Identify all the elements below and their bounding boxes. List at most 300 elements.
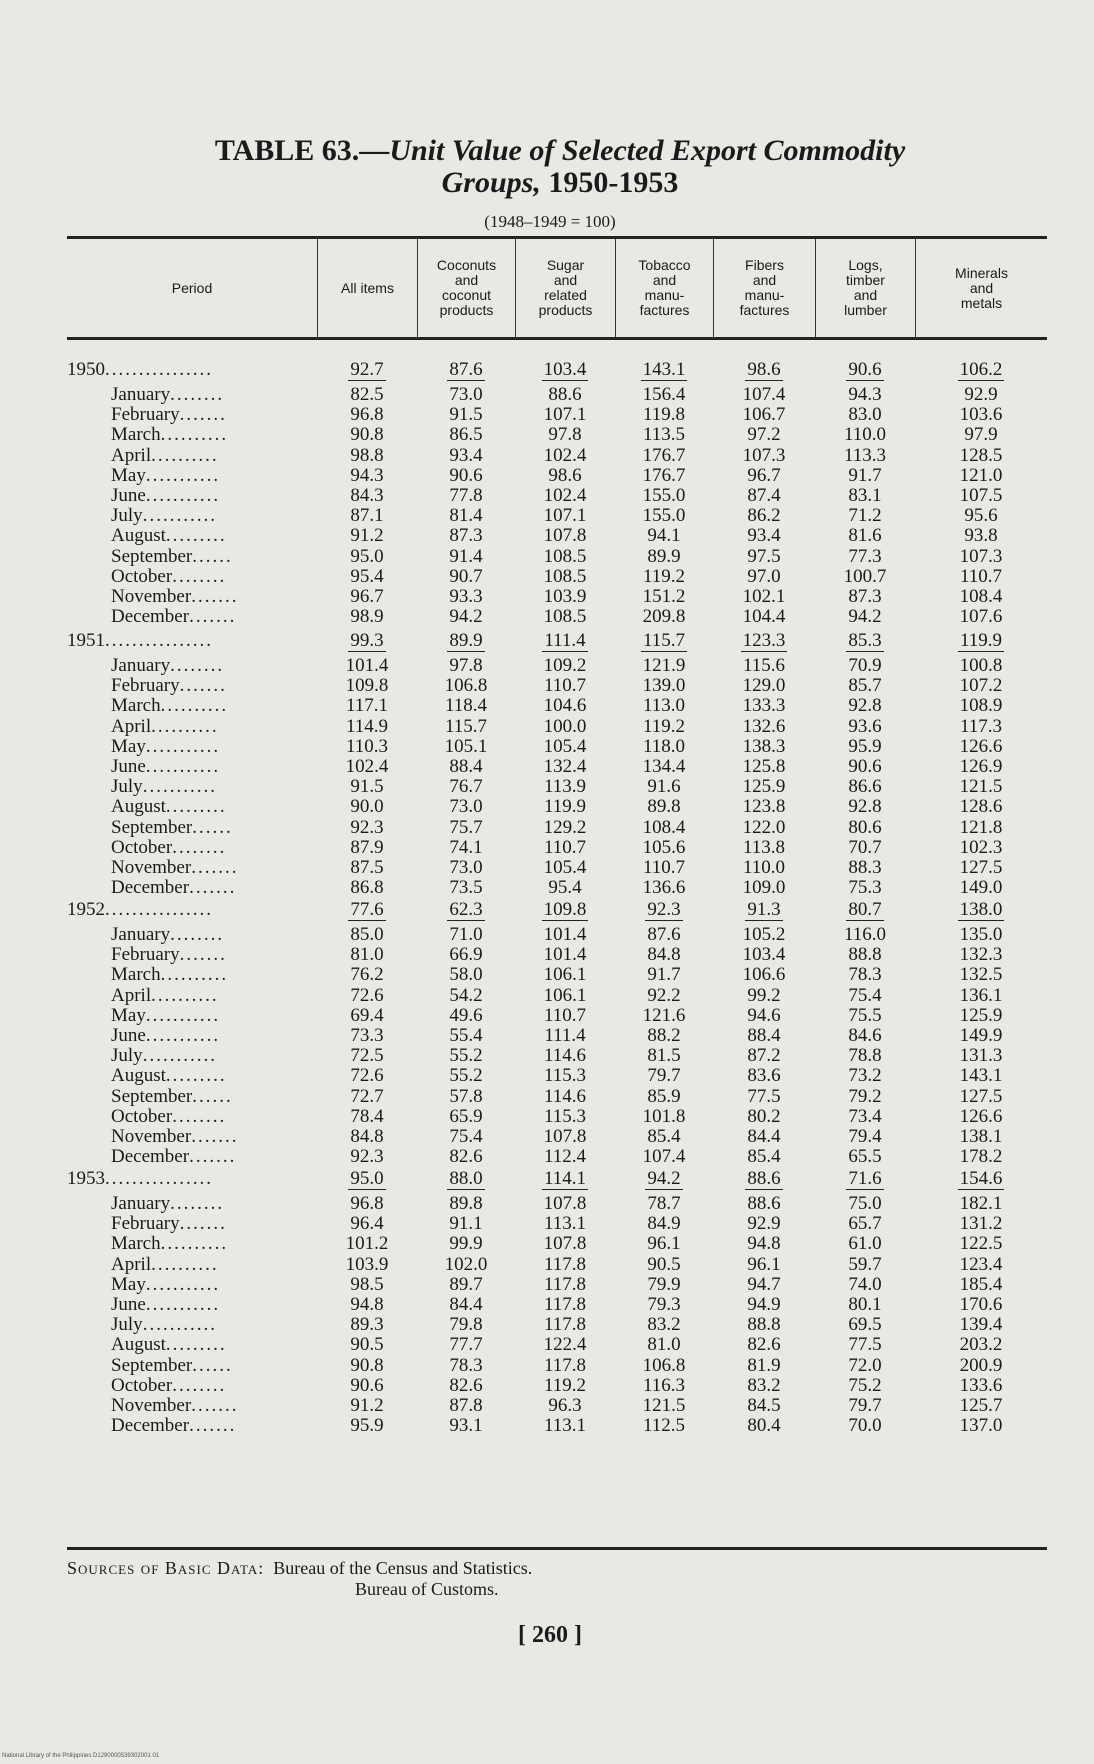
value-cell: 96.4 bbox=[350, 1213, 384, 1235]
value-cell: 106.8 bbox=[444, 675, 488, 697]
value-cell: 136.6 bbox=[642, 877, 686, 899]
period-label: April.......... bbox=[111, 716, 219, 737]
value-cell: 92.3 bbox=[350, 1146, 384, 1168]
value-cell: 107.5 bbox=[959, 485, 1003, 506]
month-row bbox=[67, 1295, 1047, 1315]
value-cell: 108.5 bbox=[543, 545, 587, 567]
column-header-0: Period bbox=[171, 279, 213, 296]
value-cell: 89.3 bbox=[350, 1314, 384, 1336]
value-cell: 75.7 bbox=[449, 816, 483, 838]
value-cell: 82.5 bbox=[350, 384, 384, 405]
value-cell: 79.2 bbox=[848, 1085, 882, 1107]
value-cell: 138.0 bbox=[959, 899, 1003, 920]
value-cell: 98.6 bbox=[548, 464, 582, 486]
year-row-1952 bbox=[67, 900, 1047, 920]
month-row bbox=[67, 858, 1047, 878]
title-italic-part1: Unit Value of Selected Export Commodity bbox=[389, 134, 906, 167]
month-row bbox=[67, 1356, 1047, 1376]
value-cell: 139.0 bbox=[642, 675, 686, 697]
value-cell: 94.3 bbox=[350, 464, 384, 486]
value-cell: 83.0 bbox=[848, 404, 882, 426]
value-cell: 102.3 bbox=[959, 836, 1003, 858]
month-row bbox=[67, 1087, 1047, 1107]
value-cell: 110.3 bbox=[345, 735, 389, 757]
period-label: January........ bbox=[111, 1194, 225, 1214]
month-row bbox=[67, 797, 1047, 817]
period-label: March.......... bbox=[111, 1234, 229, 1255]
value-cell: 91.5 bbox=[449, 404, 483, 426]
value-cell: 90.6 bbox=[848, 756, 882, 777]
month-row bbox=[67, 405, 1047, 425]
scan-footer: National Library of the Philippines D1290000539302001 01 bbox=[2, 1753, 160, 1759]
value-cell: 111.4 bbox=[544, 1025, 586, 1046]
value-cell: 75.4 bbox=[848, 984, 882, 1006]
value-cell: 90.8 bbox=[350, 424, 384, 446]
value-cell: 81.6 bbox=[848, 525, 882, 547]
month-row bbox=[67, 1416, 1047, 1436]
value-cell: 182.1 bbox=[959, 1193, 1003, 1214]
value-cell: 77.7 bbox=[449, 1334, 483, 1356]
month-row bbox=[67, 925, 1047, 945]
month-row bbox=[67, 1396, 1047, 1416]
month-row bbox=[67, 567, 1047, 587]
value-cell: 95.4 bbox=[350, 565, 384, 587]
period-label: December....... bbox=[111, 1147, 237, 1168]
period-label: November....... bbox=[111, 858, 239, 878]
value-cell: 55.4 bbox=[449, 1025, 483, 1046]
value-cell: 84.3 bbox=[350, 485, 384, 506]
period-label: May........... bbox=[111, 465, 221, 486]
value-cell: 96.1 bbox=[647, 1233, 681, 1255]
period-label: November....... bbox=[111, 587, 239, 607]
value-cell: 176.7 bbox=[642, 464, 686, 486]
value-cell: 62.3 bbox=[449, 899, 483, 920]
month-row bbox=[67, 1194, 1047, 1214]
value-cell: 100.0 bbox=[543, 715, 587, 737]
value-cell: 85.7 bbox=[848, 675, 882, 697]
month-row bbox=[67, 526, 1047, 546]
value-cell: 94.7 bbox=[747, 1273, 781, 1295]
value-cell: 110.7 bbox=[543, 836, 587, 858]
table-header bbox=[67, 239, 1047, 340]
value-cell: 97.8 bbox=[548, 424, 582, 446]
month-row bbox=[67, 696, 1047, 716]
value-cell: 85.0 bbox=[350, 924, 384, 945]
period-label: June........... bbox=[111, 1026, 221, 1046]
value-cell: 137.0 bbox=[959, 1415, 1003, 1437]
year-row-1951 bbox=[67, 631, 1047, 651]
value-cell: 77.5 bbox=[848, 1334, 882, 1356]
value-cell: 83.1 bbox=[848, 485, 882, 506]
period-label: January........ bbox=[111, 385, 225, 405]
value-cell: 110.0 bbox=[742, 857, 786, 878]
value-cell: 117.8 bbox=[543, 1294, 587, 1315]
month-row bbox=[67, 1275, 1047, 1295]
period-label: May........... bbox=[111, 736, 221, 757]
value-cell: 84.4 bbox=[449, 1294, 483, 1315]
value-cell: 107.1 bbox=[543, 505, 587, 527]
value-cell: 85.4 bbox=[647, 1126, 681, 1147]
value-cell: 69.5 bbox=[848, 1314, 882, 1336]
value-cell: 73.0 bbox=[449, 857, 483, 878]
period-label: July........... bbox=[111, 506, 217, 527]
value-cell: 106.1 bbox=[543, 984, 587, 1006]
month-row bbox=[67, 878, 1047, 898]
value-cell: 108.5 bbox=[543, 606, 587, 628]
value-cell: 125.8 bbox=[742, 756, 786, 777]
value-cell: 178.2 bbox=[959, 1146, 1003, 1168]
value-cell: 89.8 bbox=[449, 1193, 483, 1214]
month-row bbox=[67, 1234, 1047, 1254]
value-cell: 92.7 bbox=[350, 359, 384, 380]
value-cell: 80.7 bbox=[848, 899, 882, 920]
page-number: [ 260 ] bbox=[518, 1622, 582, 1648]
month-row bbox=[67, 466, 1047, 486]
value-cell: 97.0 bbox=[747, 565, 781, 587]
value-cell: 105.6 bbox=[642, 836, 686, 858]
value-cell: 102.4 bbox=[543, 444, 587, 466]
value-cell: 87.1 bbox=[350, 505, 384, 527]
value-cell: 128.5 bbox=[959, 444, 1003, 466]
period-label: May........... bbox=[111, 1005, 221, 1026]
value-cell: 72.6 bbox=[350, 984, 384, 1006]
value-cell: 151.2 bbox=[642, 586, 686, 607]
month-row bbox=[67, 676, 1047, 696]
period-label: June........... bbox=[111, 757, 221, 777]
period-label: August......... bbox=[111, 526, 227, 547]
month-row bbox=[67, 717, 1047, 737]
value-cell: 96.3 bbox=[548, 1395, 582, 1416]
value-cell: 96.1 bbox=[747, 1253, 781, 1275]
value-cell: 143.1 bbox=[642, 359, 686, 380]
value-cell: 75.5 bbox=[848, 1004, 882, 1026]
value-cell: 96.8 bbox=[350, 1193, 384, 1214]
value-cell: 94.2 bbox=[848, 606, 882, 628]
value-cell: 102.0 bbox=[444, 1253, 488, 1275]
value-cell: 209.8 bbox=[642, 606, 686, 628]
value-cell: 91.2 bbox=[350, 525, 384, 547]
value-cell: 66.9 bbox=[449, 944, 483, 966]
month-row bbox=[67, 757, 1047, 777]
value-cell: 110.0 bbox=[843, 424, 887, 446]
value-cell: 125.9 bbox=[959, 1004, 1003, 1026]
value-cell: 78.4 bbox=[350, 1105, 384, 1127]
value-cell: 118.4 bbox=[444, 695, 488, 717]
period-label: September...... bbox=[111, 1355, 233, 1376]
value-cell: 95.9 bbox=[848, 735, 882, 757]
value-cell: 81.0 bbox=[350, 944, 384, 966]
period-label: August......... bbox=[111, 1335, 227, 1356]
value-cell: 107.4 bbox=[742, 384, 786, 405]
period-label: 1952................ bbox=[67, 900, 213, 920]
value-cell: 82.6 bbox=[449, 1146, 483, 1168]
value-cell: 78.8 bbox=[848, 1045, 882, 1067]
value-cell: 97.5 bbox=[747, 545, 781, 567]
value-cell: 133.3 bbox=[742, 695, 786, 717]
value-cell: 95.0 bbox=[350, 545, 384, 567]
value-cell: 117.8 bbox=[543, 1314, 587, 1336]
value-cell: 121.8 bbox=[959, 816, 1003, 838]
value-cell: 119.8 bbox=[642, 404, 686, 426]
value-cell: 107.3 bbox=[959, 545, 1003, 567]
value-cell: 98.5 bbox=[350, 1273, 384, 1295]
value-cell: 100.7 bbox=[843, 565, 887, 587]
value-cell: 104.4 bbox=[742, 606, 786, 628]
value-cell: 107.8 bbox=[543, 1193, 587, 1214]
value-cell: 106.6 bbox=[742, 964, 786, 986]
value-cell: 104.6 bbox=[543, 695, 587, 717]
value-cell: 132.4 bbox=[543, 756, 587, 777]
value-cell: 86.5 bbox=[449, 424, 483, 446]
value-cell: 113.5 bbox=[642, 424, 686, 446]
value-cell: 170.6 bbox=[959, 1294, 1003, 1315]
value-cell: 109.8 bbox=[543, 899, 587, 920]
period-label: April.......... bbox=[111, 1254, 219, 1275]
value-cell: 122.5 bbox=[959, 1233, 1003, 1255]
value-cell: 78.7 bbox=[647, 1193, 681, 1214]
value-cell: 135.0 bbox=[959, 924, 1003, 945]
period-label: November....... bbox=[111, 1127, 239, 1147]
value-cell: 95.0 bbox=[350, 1168, 384, 1189]
value-cell: 126.6 bbox=[959, 735, 1003, 757]
value-cell: 73.5 bbox=[449, 877, 483, 899]
value-cell: 114.6 bbox=[543, 1045, 587, 1067]
value-cell: 200.9 bbox=[959, 1354, 1003, 1376]
value-cell: 121.5 bbox=[642, 1395, 686, 1416]
value-cell: 80.6 bbox=[848, 816, 882, 838]
value-cell: 126.9 bbox=[959, 756, 1003, 777]
value-cell: 109.0 bbox=[742, 877, 786, 899]
value-cell: 89.8 bbox=[647, 796, 681, 818]
value-cell: 92.3 bbox=[350, 816, 384, 838]
value-cell: 83.2 bbox=[747, 1374, 781, 1396]
value-cell: 105.4 bbox=[543, 735, 587, 757]
period-label: October........ bbox=[111, 1375, 227, 1396]
period-label: February....... bbox=[111, 1214, 227, 1235]
value-cell: 76.2 bbox=[350, 964, 384, 986]
value-cell: 155.0 bbox=[642, 505, 686, 527]
value-cell: 87.3 bbox=[449, 525, 483, 547]
value-cell: 132.5 bbox=[959, 964, 1003, 986]
value-cell: 115.3 bbox=[543, 1065, 587, 1087]
value-cell: 109.2 bbox=[543, 655, 587, 676]
period-label: 1950................ bbox=[67, 360, 213, 380]
value-cell: 93.4 bbox=[747, 525, 781, 547]
value-cell: 75.2 bbox=[848, 1374, 882, 1396]
column-header-4: Tobacco and manu- factures bbox=[615, 239, 713, 337]
value-cell: 73.2 bbox=[848, 1065, 882, 1087]
value-cell: 119.9 bbox=[959, 630, 1003, 651]
value-cell: 99.3 bbox=[350, 630, 384, 651]
value-cell: 79.4 bbox=[848, 1126, 882, 1147]
value-cell: 105.1 bbox=[444, 735, 488, 757]
value-cell: 84.8 bbox=[350, 1126, 384, 1147]
value-cell: 90.5 bbox=[350, 1334, 384, 1356]
value-cell: 113.1 bbox=[543, 1415, 587, 1437]
value-cell: 87.9 bbox=[350, 836, 384, 858]
value-cell: 87.5 bbox=[350, 857, 384, 878]
value-cell: 102.4 bbox=[345, 756, 389, 777]
value-cell: 83.2 bbox=[647, 1314, 681, 1336]
column-header-7: Minerals and metals bbox=[915, 239, 1047, 337]
value-cell: 92.9 bbox=[747, 1213, 781, 1235]
value-cell: 115.6 bbox=[742, 655, 786, 676]
value-cell: 121.9 bbox=[642, 655, 686, 676]
value-cell: 121.5 bbox=[959, 776, 1003, 798]
value-cell: 86.8 bbox=[350, 877, 384, 899]
value-cell: 107.2 bbox=[959, 675, 1003, 697]
value-cell: 72.5 bbox=[350, 1045, 384, 1067]
value-cell: 70.7 bbox=[848, 836, 882, 858]
value-cell: 54.2 bbox=[449, 984, 483, 1006]
value-cell: 72.6 bbox=[350, 1065, 384, 1087]
table-title bbox=[120, 135, 1000, 199]
month-row bbox=[67, 587, 1047, 607]
value-cell: 131.3 bbox=[959, 1045, 1003, 1067]
value-cell: 65.7 bbox=[848, 1213, 882, 1235]
value-cell: 107.8 bbox=[543, 525, 587, 547]
value-cell: 89.7 bbox=[449, 1273, 483, 1295]
value-cell: 88.3 bbox=[848, 857, 882, 878]
period-label: June........... bbox=[111, 486, 221, 506]
value-cell: 77.8 bbox=[449, 485, 483, 506]
value-cell: 103.4 bbox=[543, 359, 587, 380]
value-cell: 94.2 bbox=[449, 606, 483, 628]
value-cell: 97.2 bbox=[747, 424, 781, 446]
value-cell: 75.4 bbox=[449, 1126, 483, 1147]
period-label: September...... bbox=[111, 817, 233, 838]
value-cell: 85.9 bbox=[647, 1085, 681, 1107]
value-cell: 91.7 bbox=[647, 964, 681, 986]
value-cell: 117.1 bbox=[345, 695, 389, 717]
column-header-2: Coconuts and coconut products bbox=[417, 239, 515, 337]
value-cell: 70.9 bbox=[848, 655, 882, 676]
value-cell: 94.8 bbox=[350, 1294, 384, 1315]
value-cell: 93.6 bbox=[848, 715, 882, 737]
period-label: March.......... bbox=[111, 696, 229, 717]
value-cell: 90.0 bbox=[350, 796, 384, 818]
value-cell: 90.5 bbox=[647, 1253, 681, 1275]
value-cell: 92.9 bbox=[964, 384, 998, 405]
month-row bbox=[67, 607, 1047, 627]
value-cell: 127.5 bbox=[959, 857, 1003, 878]
value-cell: 126.6 bbox=[959, 1105, 1003, 1127]
value-cell: 154.6 bbox=[959, 1168, 1003, 1189]
period-label: August......... bbox=[111, 1066, 227, 1087]
value-cell: 79.8 bbox=[449, 1314, 483, 1336]
value-cell: 94.6 bbox=[747, 1004, 781, 1026]
value-cell: 96.8 bbox=[350, 404, 384, 426]
value-cell: 155.0 bbox=[642, 485, 686, 506]
value-cell: 74.1 bbox=[449, 836, 483, 858]
value-cell: 121.0 bbox=[959, 464, 1003, 486]
period-label: October........ bbox=[111, 837, 227, 858]
value-cell: 107.3 bbox=[742, 444, 786, 466]
value-cell: 93.3 bbox=[449, 586, 483, 607]
year-row-1953 bbox=[67, 1169, 1047, 1189]
value-cell: 92.8 bbox=[848, 796, 882, 818]
value-cell: 115.7 bbox=[444, 715, 488, 737]
value-cell: 103.9 bbox=[345, 1253, 389, 1275]
title-italic-part2: Groups, bbox=[441, 166, 541, 199]
value-cell: 101.4 bbox=[543, 924, 587, 945]
value-cell: 112.5 bbox=[642, 1415, 686, 1437]
value-cell: 101.4 bbox=[543, 944, 587, 966]
value-cell: 84.4 bbox=[747, 1126, 781, 1147]
value-cell: 134.4 bbox=[642, 756, 686, 777]
period-label: July........... bbox=[111, 777, 217, 798]
period-label: October........ bbox=[111, 566, 227, 587]
value-cell: 121.6 bbox=[642, 1004, 686, 1026]
sources-note bbox=[67, 1558, 1027, 1600]
value-cell: 96.7 bbox=[747, 464, 781, 486]
value-cell: 58.0 bbox=[449, 964, 483, 986]
month-row bbox=[67, 777, 1047, 797]
table-body bbox=[67, 340, 1047, 1545]
value-cell: 49.6 bbox=[449, 1004, 483, 1026]
value-cell: 110.7 bbox=[543, 1004, 587, 1026]
column-header-5: Fibers and manu- factures bbox=[713, 239, 815, 337]
value-cell: 96.7 bbox=[350, 586, 384, 607]
value-cell: 103.4 bbox=[742, 944, 786, 966]
value-cell: 132.6 bbox=[742, 715, 786, 737]
value-cell: 118.0 bbox=[642, 735, 686, 757]
value-cell: 81.0 bbox=[647, 1334, 681, 1356]
value-cell: 77.5 bbox=[747, 1085, 781, 1107]
value-cell: 70.0 bbox=[848, 1415, 882, 1437]
value-cell: 106.7 bbox=[742, 404, 786, 426]
year-row-1950 bbox=[67, 360, 1047, 380]
value-cell: 82.6 bbox=[449, 1374, 483, 1396]
month-row bbox=[67, 838, 1047, 858]
value-cell: 103.9 bbox=[543, 586, 587, 607]
value-cell: 90.6 bbox=[350, 1374, 384, 1396]
value-cell: 113.1 bbox=[543, 1213, 587, 1235]
value-cell: 79.7 bbox=[848, 1395, 882, 1416]
period-label: April.......... bbox=[111, 985, 219, 1006]
month-row bbox=[67, 486, 1047, 506]
value-cell: 88.8 bbox=[848, 944, 882, 966]
month-row bbox=[67, 1107, 1047, 1127]
value-cell: 149.9 bbox=[959, 1025, 1003, 1046]
value-cell: 95.9 bbox=[350, 1415, 384, 1437]
month-row bbox=[67, 506, 1047, 526]
data-table bbox=[67, 236, 1047, 1550]
value-cell: 73.0 bbox=[449, 796, 483, 818]
value-cell: 131.2 bbox=[959, 1213, 1003, 1235]
sources-label: Sources of Basic Data: bbox=[67, 1558, 265, 1578]
value-cell: 91.5 bbox=[350, 776, 384, 798]
value-cell: 117.3 bbox=[959, 715, 1003, 737]
month-row bbox=[67, 1214, 1047, 1234]
value-cell: 85.4 bbox=[747, 1146, 781, 1168]
value-cell: 149.0 bbox=[959, 877, 1003, 899]
value-cell: 86.6 bbox=[848, 776, 882, 798]
value-cell: 92.8 bbox=[848, 695, 882, 717]
value-cell: 55.2 bbox=[449, 1065, 483, 1087]
value-cell: 79.7 bbox=[647, 1065, 681, 1087]
value-cell: 88.4 bbox=[449, 756, 483, 777]
value-cell: 81.5 bbox=[647, 1045, 681, 1067]
period-label: December....... bbox=[111, 607, 237, 628]
value-cell: 114.6 bbox=[543, 1085, 587, 1107]
period-label: December....... bbox=[111, 878, 237, 899]
sources-line-1: Bureau of the Census and Statistics. bbox=[273, 1558, 533, 1578]
value-cell: 81.4 bbox=[449, 505, 483, 527]
value-cell: 128.6 bbox=[959, 796, 1003, 818]
value-cell: 102.4 bbox=[543, 485, 587, 506]
value-cell: 83.6 bbox=[747, 1065, 781, 1087]
